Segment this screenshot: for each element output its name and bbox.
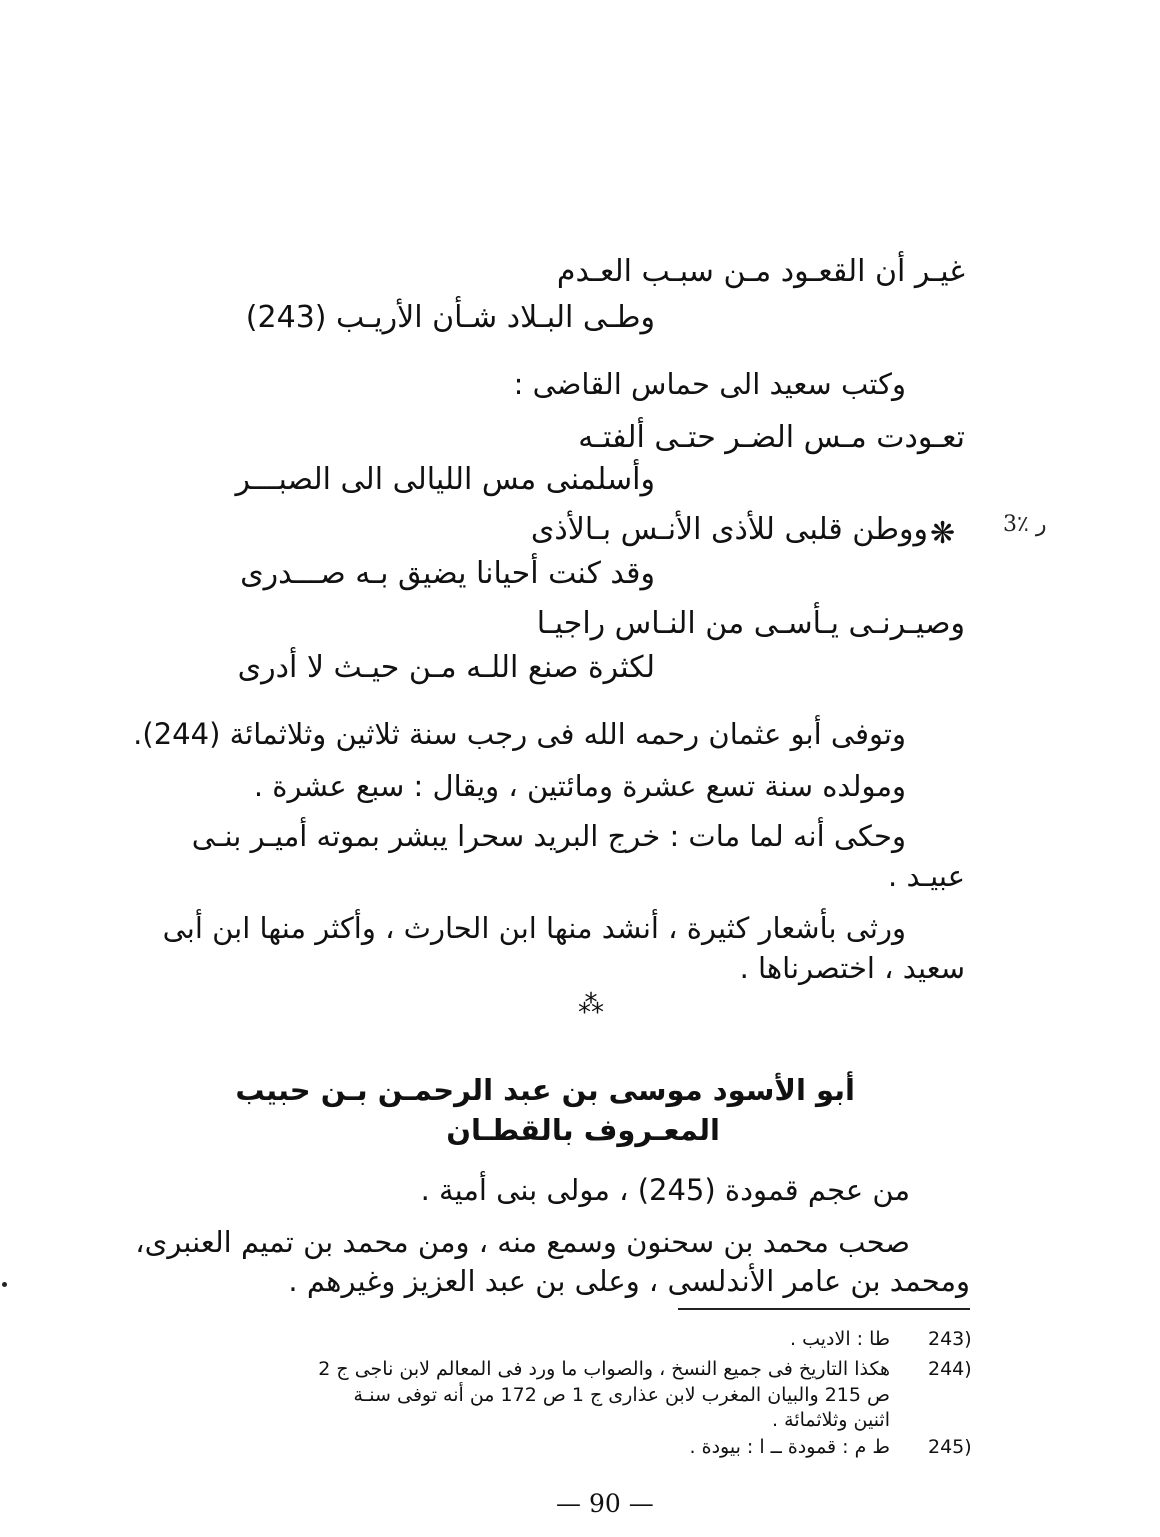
verse-2-second: وأسلمنى مس الليالى الى الصبـــر xyxy=(235,462,655,497)
scan-speck xyxy=(2,1282,7,1287)
footnote-text: ص 215 والبيان المغرب لابن عذارى ج 1 ص 172 من أنه توفى سنـة xyxy=(353,1384,890,1406)
verse-2-first: تعـودت مـس الضـر حتـى ألفتـه xyxy=(578,420,965,455)
footnote-number: 245) xyxy=(928,1436,972,1458)
margin-note: 3٪ ر xyxy=(1003,512,1047,537)
footnote-divider xyxy=(678,1308,970,1310)
verse-1-second: وطـى البـلاد شـأن الأريـب (243) xyxy=(245,300,655,335)
verse-4-second: لكثرة صنع اللـه مـن حيـث لا أدرى xyxy=(237,650,655,685)
section-paragraph-origin: من عجم قمودة (245) ، مولى بنى أمية . xyxy=(420,1173,910,1207)
footnote-number: 243) xyxy=(928,1328,972,1350)
paragraph-death: وتوفى أبو عثمان رحمه الله فى رجب سنة ثلاثين وثلاثمائة (244). xyxy=(133,717,906,751)
section-title-line-2: المعـروف بالقطـان xyxy=(446,1113,720,1147)
footnote-text: ط م : قمودة ــ ا : بيودة . xyxy=(689,1436,890,1458)
verse-3-first: ووطن قلبى للأذى الأنـس بـالأذى xyxy=(530,512,928,547)
intro-line: وكتب سعيد الى حماس القاضى : xyxy=(513,367,906,401)
section-title-line-1: أبو الأسود موسى بن عبد الرحمـن بـن حبيب xyxy=(235,1073,855,1107)
paragraph-news-line-1: وحكى أنه لما مات : خرج البريد سحرا يبشر بموته أميـر بنـى xyxy=(191,819,906,853)
verse-4-first: وصيـرنـى يـأسـى من النـاس راجيـا xyxy=(536,606,965,641)
verse-marker-icon: ❋ xyxy=(930,516,956,551)
footnote-text: هكذا التاريخ فى جميع النسخ ، والصواب ما ورد فى المعالم لابن ناجى ج 2 xyxy=(318,1358,890,1380)
verse-1-first: غيـر أن القعـود مـن سبـب العـدم xyxy=(556,254,965,289)
section-separator-icon: ⁂ xyxy=(578,990,604,1020)
footnote-text: اثنين وثلاثمائة . xyxy=(772,1409,890,1431)
footnote-number: 244) xyxy=(928,1358,972,1380)
page-number: — 90 — xyxy=(556,1489,654,1518)
paragraph-news-line-2: عبيـد . xyxy=(888,859,965,893)
section-paragraph-teachers-line-1: صحب محمد بن سحنون وسمع منه ، ومن محمد بن تميم العنبرى، xyxy=(135,1225,910,1259)
footnote-text: طا : الاديب . xyxy=(790,1328,890,1350)
paragraph-birth: ومولده سنة تسع عشرة ومائتين ، ويقال : سبع عشرة . xyxy=(253,769,906,803)
verse-3-second: وقد كنت أحيانا يضيق بـه صـــدرى xyxy=(240,556,655,591)
paragraph-elegies-line-2: سعيد ، اختصرناها . xyxy=(739,951,965,985)
section-paragraph-teachers-line-2: ومحمد بن عامر الأندلسى ، وعلى بن عبد العزيز وغيرهم . xyxy=(288,1264,970,1298)
paragraph-elegies-line-1: ورثى بأشعار كثيرة ، أنشد منها ابن الحارث ، وأكثر منها ابن أبى xyxy=(162,911,906,945)
